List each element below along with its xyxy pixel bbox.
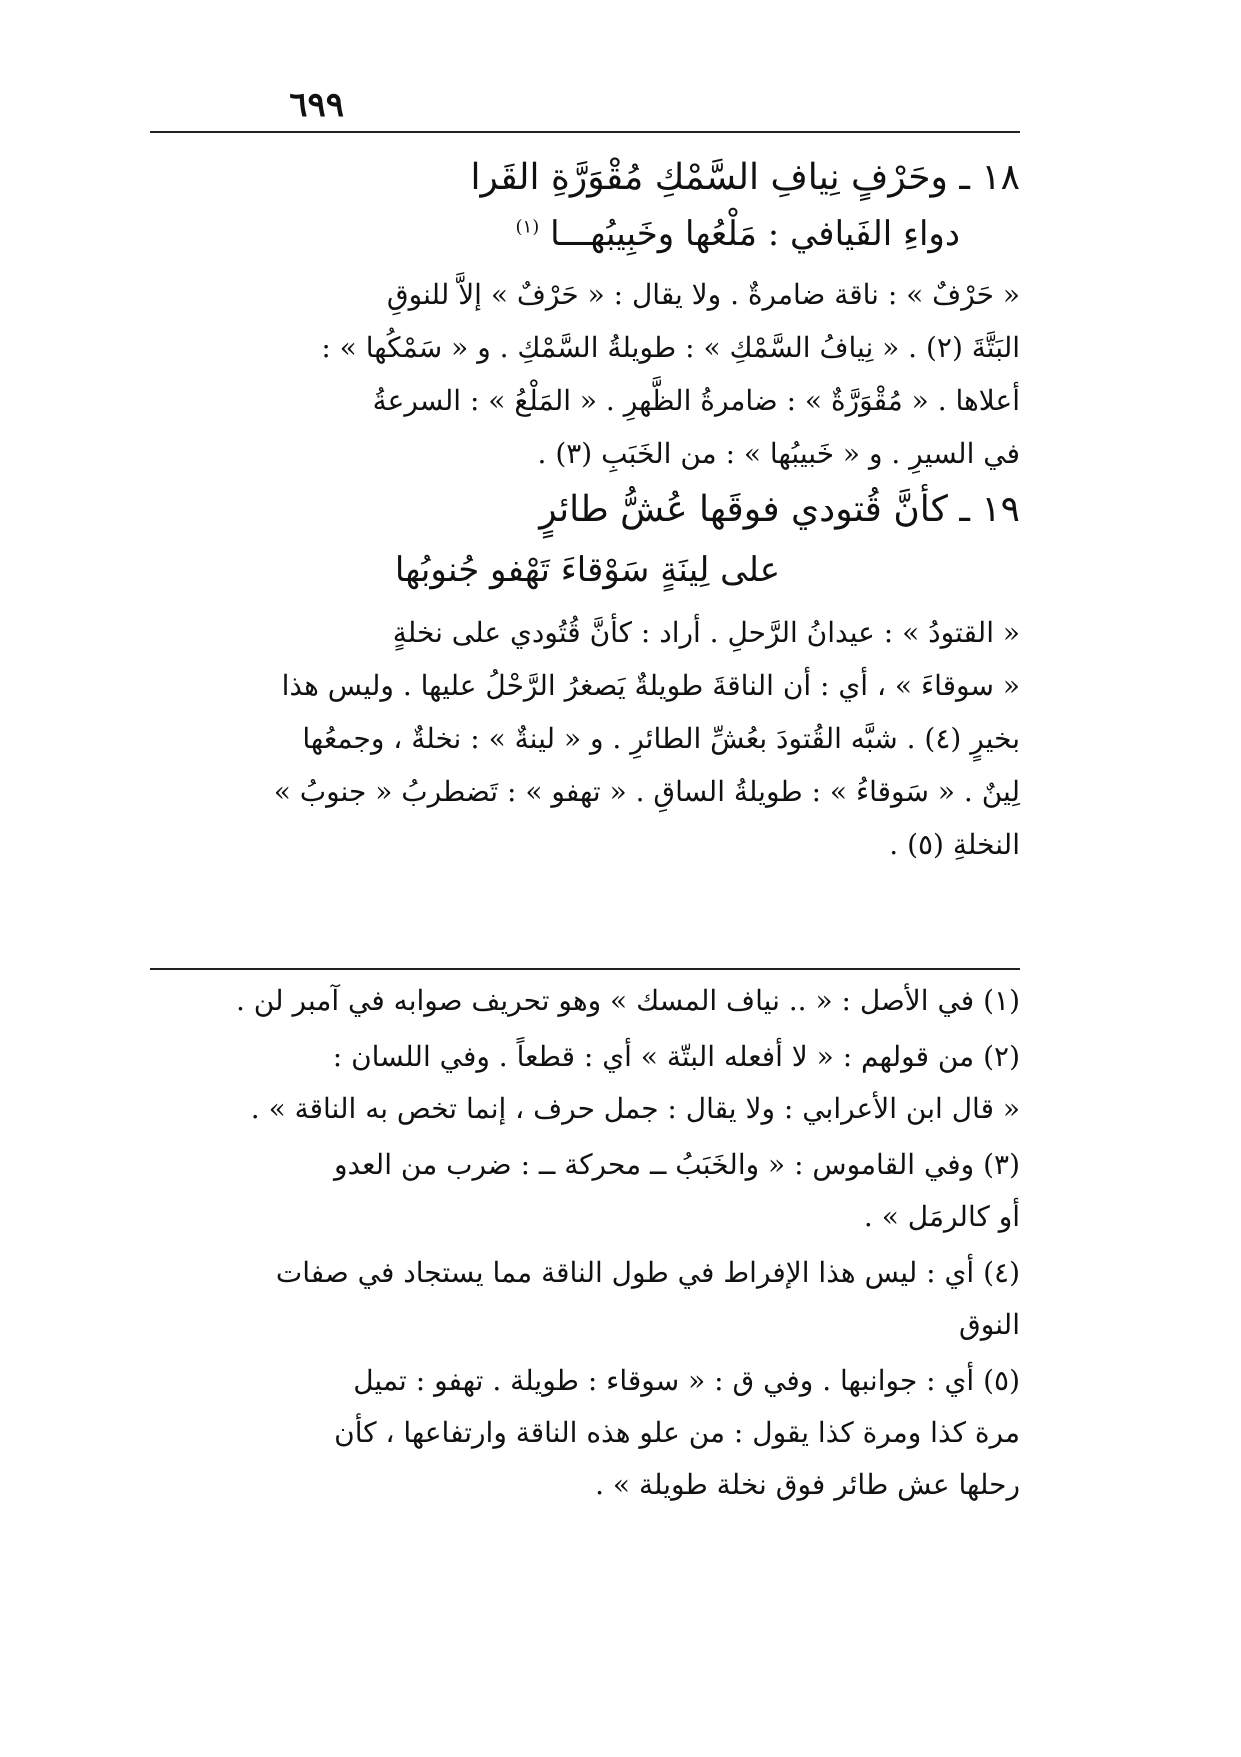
commentary-line: أعلاها . « مُقْوَرَّةٌ » : ضامرةُ الظَّهرِ . « المَلْعُ » : السرعةُ [372, 384, 1020, 417]
footnote-line: النوق [959, 1308, 1020, 1341]
verse-18-first-hemistich [470, 156, 1020, 199]
verse-19-second-hemistich [395, 550, 780, 591]
footnote-line: « قال ابن الأعرابي : ولا يقال : جمل حرف ، إنما تخص به الناقة » . [250, 1092, 1020, 1125]
commentary-line: النخلةِ (٥) . [889, 828, 1020, 861]
hemistich-text: دواءِ الفَيافي : مَلْعُها وخَبِيبُهـــا [550, 214, 960, 254]
commentary-line: لِينٌ . « سَوقاءُ » : طويلةُ الساقِ . « تهفو » : تَضطربُ « جنوبُ » [273, 775, 1020, 808]
footnote-marker: (١) [515, 216, 540, 238]
hemistich-text: وحَرْفٍ نِيافِ السَّمْكِ مُقْوَرَّةِ القَرا [470, 157, 948, 198]
footnote-line: أو كالرمَل » . [863, 1200, 1020, 1233]
footnote-line: مرة كذا ومرة كذا يقول : من علو هذه الناقة وارتفاعها ، كأن [334, 1416, 1020, 1449]
commentary-line: « القتودُ » : عيدانُ الرَّحلِ . أراد : كأنَّ قُتُودي على نخلةٍ [392, 616, 1020, 649]
footnote-separator [150, 968, 1020, 970]
footnote-1 [150, 975, 1020, 1027]
commentary-line: بخيرٍ (٤) . شبَّه القُتودَ بعُشِّ الطائرِ . و « لينةٌ » : نخلةٌ ، وجمعُها [302, 722, 1020, 755]
commentary-verse-18 [150, 268, 1020, 480]
footnote-5 [150, 1355, 1020, 1511]
header-rule [150, 131, 1020, 133]
commentary-line: « حَرْفٌ » : ناقة ضامرةٌ . ولا يقال : « حَرْفٌ » إلاَّ للنوقِ [386, 278, 1020, 311]
commentary-verse-19 [150, 606, 1020, 871]
verse-18-second-hemistich [516, 214, 960, 255]
commentary-line: البَتَّةَ (٢) . « نِيافُ السَّمْكِ » : طويلةُ السَّمْكِ . و « سَمْكُها » : [321, 331, 1020, 364]
verse-19-first-hemistich [539, 488, 1020, 531]
hemistich-text: كأنَّ قُتودي فوقَها عُشُّ طائرٍ [539, 489, 948, 530]
footnotes [150, 975, 1020, 1515]
book-page [150, 0, 1020, 1757]
verse-number: ١٩ ـ [959, 489, 1020, 530]
footnote-line: (١) في الأصل : « .. نياف المسك » وهو تحريف صوابه في آمبر لن . [235, 984, 1020, 1017]
footnote-4 [150, 1247, 1020, 1351]
footnote-3 [150, 1139, 1020, 1243]
commentary-line: في السيرِ . و « خَبيبُها » : من الخَبَبِ (٣) . [537, 437, 1020, 470]
footnote-line: (٢) من قولهم : « لا أفعله البتّة » أي : قطعاً . وفي اللسان : [332, 1040, 1020, 1073]
page-number: ٦٩٩ [289, 85, 344, 125]
verse-number: ١٨ ـ [959, 157, 1020, 198]
footnote-line: (٤) أي : ليس هذا الإفراط في طول الناقة مما يستجاد في صفات [275, 1256, 1020, 1289]
footnote-line: (٣) وفي القاموس : « والخَبَبُ ــ محركة ــ : ضرب من العدو [333, 1148, 1020, 1181]
commentary-line: « سوقاءَ » ، أي : أن الناقةَ طويلةٌ يَصغرُ الرَّحْلُ عليها . وليس هذا [281, 669, 1020, 702]
footnote-line: (٥) أي : جوانبها . وفي ق : « سوقاء : طويلة . تهفو : تميل [353, 1364, 1020, 1397]
hemistich-text: على لِينَةٍ سَوْقاءَ تَهْفو جُنوبُها [394, 550, 780, 590]
footnote-2 [150, 1031, 1020, 1135]
footnote-line: رحلها عش طائر فوق نخلة طويلة » . [595, 1468, 1020, 1501]
